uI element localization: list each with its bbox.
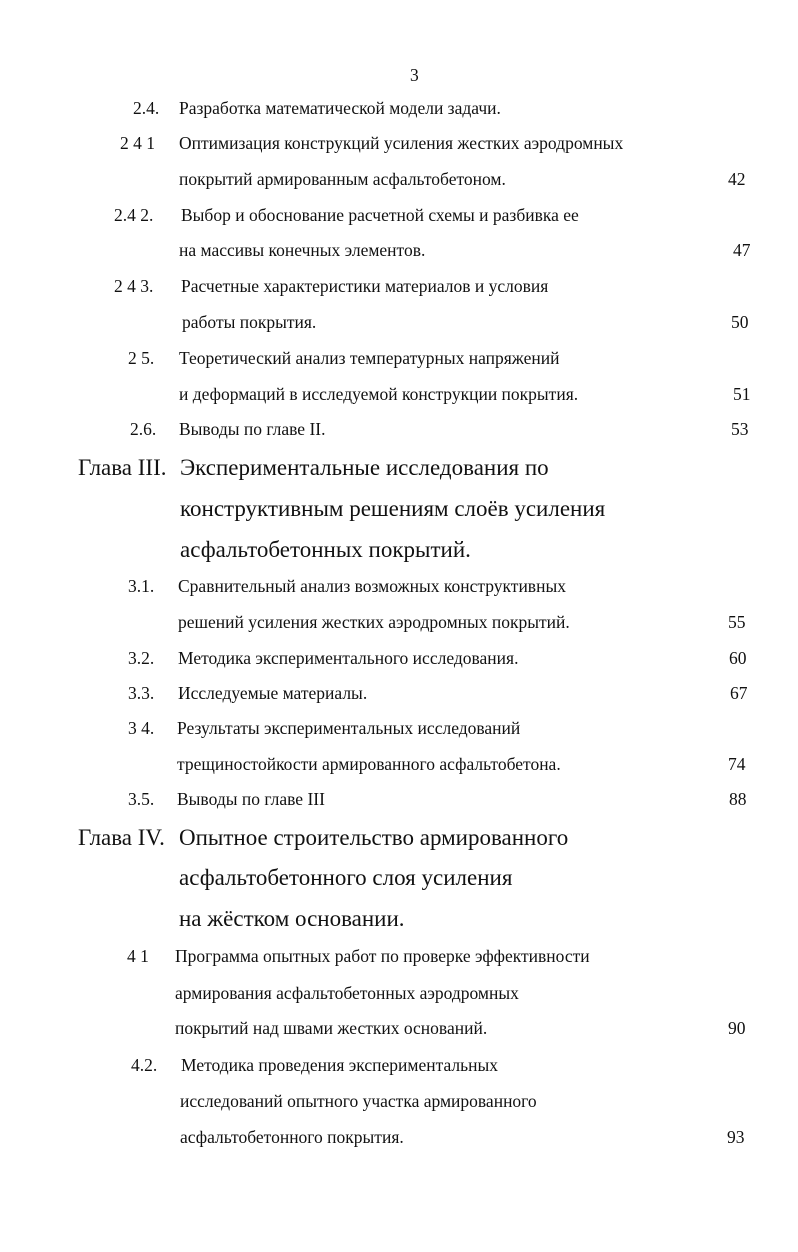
page-ref: 42 <box>728 169 746 189</box>
section-number: 2 5. <box>128 348 155 368</box>
chapter-title: на жёстком основании. <box>179 906 405 931</box>
section-number: 3.3. <box>128 683 155 703</box>
page-ref: 74 <box>728 754 746 774</box>
section-title: асфальтобетонного покрытия. <box>180 1127 404 1147</box>
chapter-title: конструктивным решениям слоёв усиления <box>180 496 606 521</box>
section-number: 3.5. <box>128 789 155 809</box>
section-title: Разработка математической модели задачи. <box>179 98 501 118</box>
page-ref: 47 <box>733 240 751 260</box>
page-ref: 93 <box>727 1127 745 1147</box>
page-ref: 67 <box>730 683 748 703</box>
chapter-title: асфальтобетонного слоя усиления <box>179 865 513 890</box>
section-title: Программа опытных работ по проверке эффективности <box>175 946 590 966</box>
chapter-number: Глава IV. <box>78 825 165 850</box>
section-title: Оптимизация конструкций усиления жестких аэродромных <box>179 133 624 153</box>
section-title: покрытий над швами жестких оснований. <box>175 1018 488 1038</box>
section-title: Результаты экспериментальных исследований <box>177 718 521 738</box>
section-number: 3.2. <box>128 648 155 668</box>
chapter-number: Глава III. <box>78 455 167 480</box>
section-number: 2.6. <box>130 419 157 439</box>
section-title: Выводы по главе II. <box>179 419 326 439</box>
section-title: Выбор и обоснование расчетной схемы и разбивка ее <box>181 205 579 225</box>
section-number: 3 4. <box>128 718 155 738</box>
page-ref: 60 <box>729 648 747 668</box>
page-ref: 55 <box>728 612 746 632</box>
section-number: 4.2. <box>131 1055 158 1075</box>
page-ref: 88 <box>729 789 747 809</box>
page-ref: 50 <box>731 312 749 332</box>
section-title: армирования асфальтобетонных аэродромных <box>175 983 519 1003</box>
chapter-title: Опытное строительство армированного <box>179 825 569 850</box>
section-number: 2 4 1 <box>120 133 155 153</box>
chapter-title: асфальтобетонных покрытий. <box>180 537 471 562</box>
section-title: и деформаций в исследуемой конструкции покрытия. <box>179 384 579 404</box>
section-title: Сравнительный анализ возможных конструктивных <box>178 576 566 596</box>
section-title: решений усиления жестких аэродромных покрытий. <box>178 612 570 632</box>
section-title: Методика экспериментального исследования. <box>178 648 519 668</box>
section-title: на массивы конечных элементов. <box>179 240 426 260</box>
section-title: Выводы по главе III <box>177 789 325 809</box>
section-title: Методика проведения экспериментальных <box>181 1055 498 1075</box>
page-ref: 51 <box>733 384 751 404</box>
section-title: трещиностойкости армированного асфальтобетона. <box>177 754 561 774</box>
section-title: Исследуемые материалы. <box>178 683 368 703</box>
section-number: 2.4. <box>133 98 160 118</box>
chapter-title: Экспериментальные исследования по <box>180 455 549 480</box>
section-number: 2.4 2. <box>114 205 154 225</box>
section-title: Теоретический анализ температурных напряжений <box>179 348 560 368</box>
section-number: 4 1 <box>127 946 149 966</box>
page-number: 3 <box>410 65 419 85</box>
page-ref: 90 <box>728 1018 746 1038</box>
section-title: исследований опытного участка армированного <box>180 1091 537 1111</box>
section-title: работы покрытия. <box>182 312 317 332</box>
section-title: покрытий армированным асфальтобетоном. <box>179 169 506 189</box>
section-number: 2 4 3. <box>114 276 154 296</box>
page-ref: 53 <box>731 419 749 439</box>
section-title: Расчетные характеристики материалов и условия <box>181 276 549 296</box>
section-number: 3.1. <box>128 576 155 596</box>
